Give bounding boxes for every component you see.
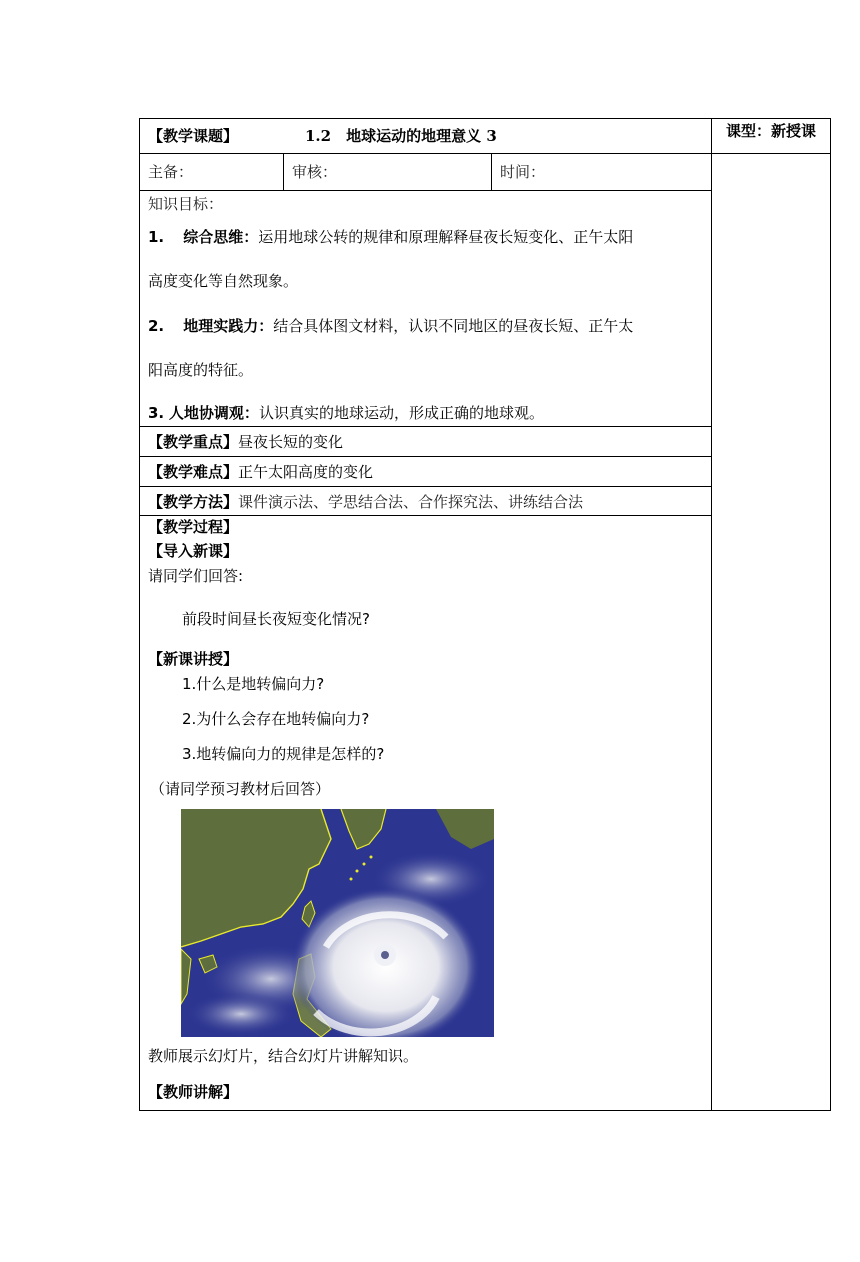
- question-item-3: 3.地转偏向力的规律是怎样的?: [182, 745, 385, 763]
- method-text: 课件演示法、学思结合法、合作探究法、讲练结合法: [238, 493, 584, 511]
- table-border-left: [139, 118, 140, 1111]
- intro-question: 前段时间昼长夜短变化情况?: [182, 610, 370, 628]
- table-border-bottom: [139, 1110, 831, 1111]
- method-row: [148, 492, 583, 512]
- objective-number: 3.: [148, 404, 165, 422]
- key-point-label: 【教学重点】: [148, 433, 239, 451]
- question-item-1: 1.什么是地转偏向力?: [182, 675, 325, 693]
- table-row-divider: [139, 426, 711, 427]
- objective-number: 2.: [148, 317, 165, 335]
- objective-label: 综合思维：: [183, 228, 259, 246]
- lesson-type: 课型：新授课: [725, 122, 816, 140]
- topic-title: 1.2 地球运动的地理意义 3: [305, 127, 497, 145]
- table-column-divider: [711, 118, 712, 1111]
- table-row-divider: [139, 486, 711, 487]
- table-row-divider: [139, 153, 711, 154]
- objective-label: 人地协调观：: [168, 404, 259, 422]
- table-border-top: [139, 118, 831, 119]
- preparer-field: 主备：: [148, 163, 194, 181]
- table-row-divider: [139, 190, 711, 191]
- reviewer-field: 审核：: [292, 163, 338, 181]
- objective-item-1: [148, 227, 633, 247]
- objectives-heading: 知识目标：: [148, 195, 224, 213]
- difficult-point-text: 正午太阳高度的变化: [238, 463, 374, 481]
- table-cell-divider: [283, 153, 284, 190]
- preview-note: （请同学预习教材后回答）: [150, 780, 331, 798]
- objective-text: 认识真实的地球运动，形成正确的地球观。: [258, 404, 544, 422]
- objective-item-2-cont: 阳高度的特征。: [148, 361, 254, 379]
- objective-item-3: [148, 403, 544, 423]
- method-label: 【教学方法】: [148, 493, 239, 511]
- new-lesson-heading: 【新课讲授】: [148, 650, 239, 668]
- slide-caption: 教师展示幻灯片，结合幻灯片讲解知识。: [148, 1047, 419, 1065]
- table-border-right: [830, 118, 831, 1111]
- typhoon-satellite-image: [181, 809, 494, 1037]
- topic-label: 【教学课题】: [148, 127, 239, 145]
- objective-label: 地理实践力：: [183, 317, 274, 335]
- intro-prompt: 请同学们回答:: [148, 567, 244, 585]
- intro-heading: 【导入新课】: [148, 542, 239, 560]
- key-point-text: 昼夜长短的变化: [238, 433, 344, 451]
- objective-item-1-cont: 高度变化等自然现象。: [148, 272, 299, 290]
- table-cell-divider: [491, 153, 492, 190]
- table-row-divider: [139, 515, 711, 516]
- difficult-point-row: [148, 462, 373, 482]
- key-point-row: [148, 432, 343, 452]
- table-row-divider: [139, 456, 711, 457]
- teacher-explain-heading: 【教师讲解】: [148, 1083, 239, 1101]
- difficult-point-label: 【教学难点】: [148, 463, 239, 481]
- process-heading: 【教学过程】: [148, 518, 239, 536]
- objective-item-2: [148, 316, 633, 336]
- objective-number: 1.: [148, 228, 165, 246]
- question-item-2: 2.为什么会存在地转偏向力?: [182, 710, 370, 728]
- table-row-divider: [711, 153, 831, 154]
- objective-text: 运用地球公转的规律和原理解释昼夜长短变化、正午太阳: [258, 228, 634, 246]
- time-field: 时间：: [500, 163, 546, 181]
- objective-text: 结合具体图文材料，认识不同地区的昼夜长短、正午太: [273, 317, 634, 335]
